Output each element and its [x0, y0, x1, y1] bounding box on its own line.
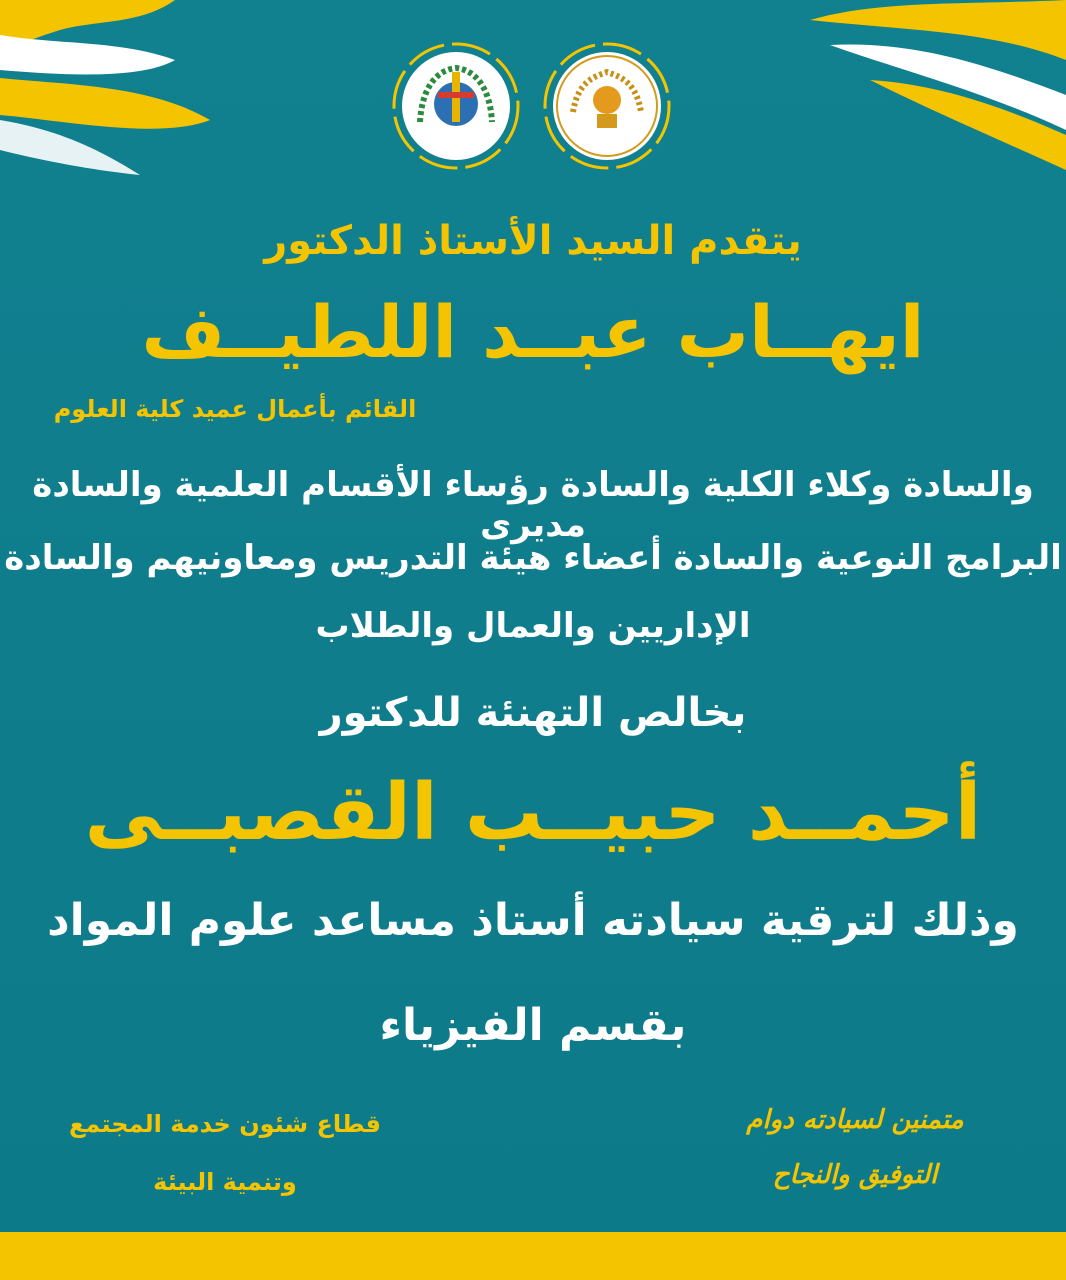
wish-line-1: متمنين لسيادته دوام — [746, 1105, 964, 1135]
sector-line-2: وتنمية البيئة — [153, 1168, 297, 1196]
wish-line-2: التوفيق والنجاح — [772, 1160, 938, 1190]
honoree-name: أحمــد حبيــب القصبــى — [84, 768, 982, 858]
dean-title: القائم بأعمال عميد كلية العلوم — [53, 395, 417, 423]
dean-name: ايهــاب عبــد اللطيــف — [141, 290, 925, 374]
congrats-text: بخالص التهنئة للدكتور — [319, 690, 747, 736]
bottom-accent-bar — [0, 1232, 1066, 1280]
body-line-1: والسادة وكلاء الكلية والسادة رؤساء الأقسام العلمية والسادة مديرى — [32, 465, 1034, 545]
promotion-text: وذلك لترقية سيادته أستاذ مساعد علوم المواد — [47, 895, 1019, 946]
body-line-3: الإداريين والعمال والطلاب — [315, 606, 751, 646]
intro-text: يتقدم السيد الأستاذ الدكتور — [264, 218, 802, 264]
department-text: بقسم الفيزياء — [379, 1000, 687, 1051]
mansoura-university-logo — [543, 42, 671, 170]
sector-line-1: قطاع شئون خدمة المجتمع — [69, 1110, 381, 1138]
body-line-2: البرامج النوعية والسادة أعضاء هيئة التدريس ومعاونيهم والسادة — [4, 538, 1062, 578]
faculty-of-science-logo — [392, 42, 520, 170]
